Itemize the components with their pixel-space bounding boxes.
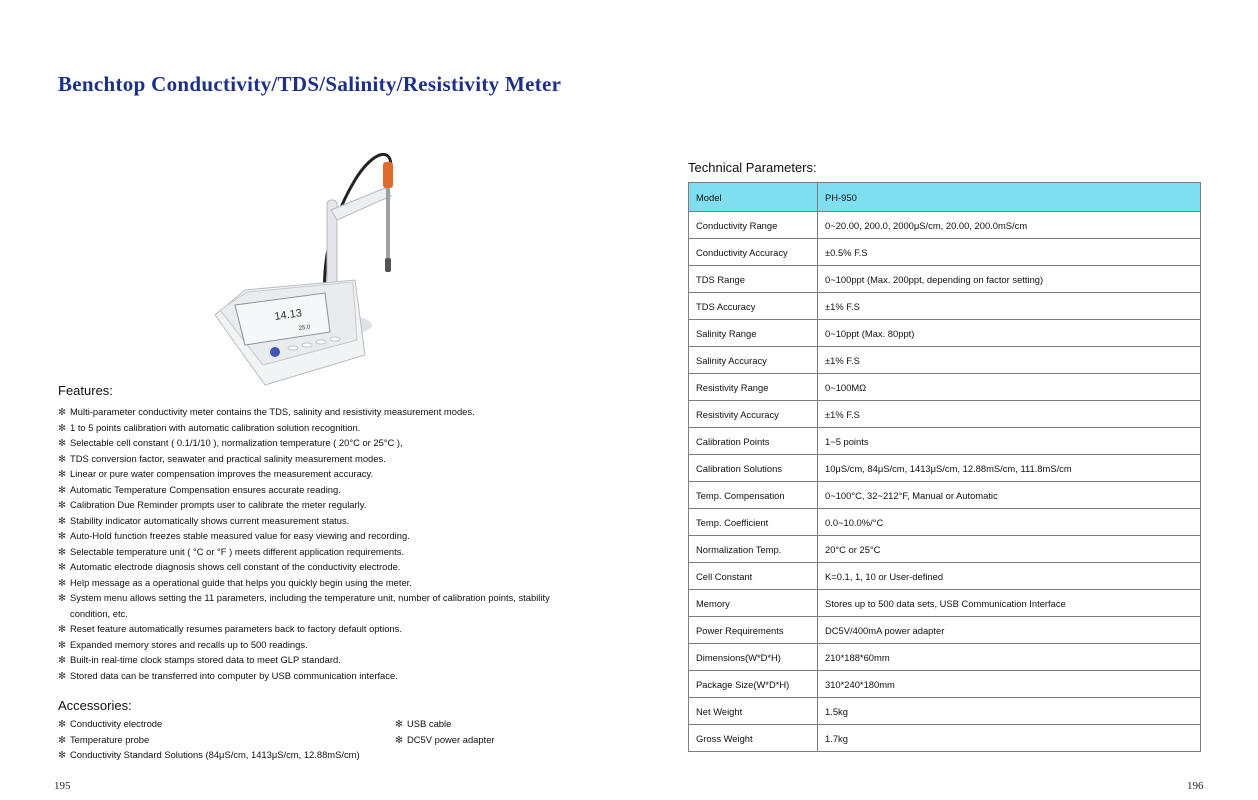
table-row bbox=[689, 347, 1201, 374]
list-item-text: System menu allows setting the 11 parameters, including the temperature unit, number of calibration points, stability condition, etc. bbox=[70, 592, 550, 619]
page-number-right: 196 bbox=[1187, 780, 1204, 792]
table-row bbox=[689, 644, 1201, 671]
parameter-value: 1.5kg bbox=[818, 698, 1201, 725]
technical-parameters-heading: Technical Parameters: bbox=[688, 160, 817, 175]
features-heading: Features: bbox=[58, 383, 113, 398]
table-row bbox=[689, 617, 1201, 644]
list-item-text: Linear or pure water compensation improves the measurement accuracy. bbox=[70, 468, 374, 479]
list-item bbox=[58, 435, 578, 451]
list-item bbox=[58, 747, 388, 763]
bullet-icon: ✻ bbox=[395, 733, 403, 745]
bullet-icon: ✻ bbox=[58, 437, 66, 448]
parameter-name: Conductivity Range bbox=[689, 212, 818, 239]
list-item-text: DC5V power adapter bbox=[407, 733, 495, 745]
parameter-name: Calibration Points bbox=[689, 428, 818, 455]
list-item bbox=[395, 732, 595, 748]
bullet-icon: ✻ bbox=[58, 638, 66, 650]
parameter-value: 10μS/cm, 84μS/cm, 1413μS/cm, 12.88mS/cm, 111.8mS/cm bbox=[818, 455, 1201, 482]
parameter-name: Temp. Compensation bbox=[689, 482, 818, 509]
table-row bbox=[689, 239, 1201, 266]
list-item-text: Calibration Due Reminder prompts user to calibrate the meter regularly. bbox=[70, 499, 367, 510]
list-item-text: 1 to 5 points calibration with automatic calibration solution recognition. bbox=[70, 421, 361, 433]
bullet-icon: ✻ bbox=[58, 499, 66, 510]
table-row bbox=[689, 401, 1201, 428]
table-row bbox=[689, 293, 1201, 320]
list-item-text: Built-in real-time clock stamps stored data to meet GLP standard. bbox=[70, 654, 341, 665]
display-reading: 14.13 bbox=[273, 307, 303, 323]
bullet-icon: ✻ bbox=[58, 576, 66, 588]
parameter-value: 0.0~10.0%/°C bbox=[818, 509, 1201, 536]
table-row bbox=[689, 725, 1201, 752]
table-row bbox=[689, 482, 1201, 509]
table-row bbox=[689, 320, 1201, 347]
list-item-text: Stability indicator automatically shows current measurement status. bbox=[70, 514, 350, 526]
parameter-value: Stores up to 500 data sets, USB Communication Interface bbox=[818, 590, 1201, 617]
table-row bbox=[689, 563, 1201, 590]
accessories-left-list bbox=[58, 716, 388, 763]
parameter-name: Power Requirements bbox=[689, 617, 818, 644]
table-row bbox=[689, 266, 1201, 293]
table-row bbox=[689, 509, 1201, 536]
bullet-icon: ✻ bbox=[58, 592, 66, 603]
parameter-name: Net Weight bbox=[689, 698, 818, 725]
bullet-icon: ✻ bbox=[58, 483, 66, 495]
parameter-name: TDS Accuracy bbox=[689, 293, 818, 320]
table-row bbox=[689, 374, 1201, 401]
parameter-value: DC5V/400mA power adapter bbox=[818, 617, 1201, 644]
parameter-value: 0~100ppt (Max. 200ppt, depending on factor setting) bbox=[818, 266, 1201, 293]
list-item bbox=[58, 732, 388, 748]
table-row bbox=[689, 698, 1201, 725]
parameter-name: Calibration Solutions bbox=[689, 455, 818, 482]
list-item-text: Selectable cell constant ( 0.1/1/10 ), normalization temperature ( 20°C or 25°C ), bbox=[70, 437, 403, 448]
parameter-name: TDS Range bbox=[689, 266, 818, 293]
bullet-icon: ✻ bbox=[58, 654, 66, 665]
list-item bbox=[58, 559, 578, 575]
list-item bbox=[58, 668, 578, 684]
parameter-value: ±1% F.S bbox=[818, 293, 1201, 320]
accessories-heading: Accessories: bbox=[58, 698, 132, 713]
bullet-icon: ✻ bbox=[58, 733, 66, 745]
bullet-icon: ✻ bbox=[58, 718, 66, 729]
list-item bbox=[58, 590, 578, 621]
parameter-value: 0~10ppt (Max. 80ppt) bbox=[818, 320, 1201, 347]
parameter-value: 1~5 points bbox=[818, 428, 1201, 455]
parameter-name: Package Size(W*D*H) bbox=[689, 671, 818, 698]
parameter-value: 0~100°C, 32~212°F, Manual or Automatic bbox=[818, 482, 1201, 509]
page-number-left: 195 bbox=[54, 780, 71, 792]
table-row bbox=[689, 428, 1201, 455]
list-item bbox=[58, 637, 578, 653]
bullet-icon: ✻ bbox=[58, 468, 66, 479]
bullet-icon: ✻ bbox=[58, 514, 66, 526]
table-header-row bbox=[689, 183, 1201, 212]
bullet-icon: ✻ bbox=[58, 406, 66, 417]
list-item bbox=[58, 716, 388, 732]
parameter-value: 20°C or 25°C bbox=[818, 536, 1201, 563]
parameter-value: K=0.1, 1, 10 or User-defined bbox=[818, 563, 1201, 590]
list-item-text: Temperature probe bbox=[70, 733, 150, 745]
list-item-text: Automatic Temperature Compensation ensures accurate reading. bbox=[70, 483, 341, 495]
accessories-right-list bbox=[395, 716, 595, 747]
parameter-name: Cell Constant bbox=[689, 563, 818, 590]
table-row bbox=[689, 536, 1201, 563]
technical-parameters-table bbox=[688, 182, 1201, 752]
list-item bbox=[58, 497, 578, 513]
parameter-name: Resistivity Accuracy bbox=[689, 401, 818, 428]
list-item bbox=[58, 575, 578, 591]
parameter-name: Conductivity Accuracy bbox=[689, 239, 818, 266]
parameter-name: Salinity Range bbox=[689, 320, 818, 347]
list-item-text: Multi-parameter conductivity meter contains the TDS, salinity and resistivity measurement modes. bbox=[70, 406, 475, 417]
list-item-text: Stored data can be transferred into computer by USB communication interface. bbox=[70, 669, 398, 681]
list-item bbox=[395, 716, 595, 732]
list-item bbox=[58, 451, 578, 467]
list-item-text: Conductivity Standard Solutions (84μS/cm, 1413μS/cm, 12.88mS/cm) bbox=[70, 749, 360, 760]
bullet-icon: ✻ bbox=[58, 749, 66, 760]
parameter-value: PH-950 bbox=[818, 183, 1201, 212]
table-row bbox=[689, 212, 1201, 239]
list-item-text: Auto-Hold function freezes stable measured value for easy viewing and recording. bbox=[70, 530, 410, 541]
bullet-icon: ✻ bbox=[58, 545, 66, 557]
list-item-text: TDS conversion factor, seawater and practical salinity measurement modes. bbox=[70, 452, 386, 464]
bullet-icon: ✻ bbox=[58, 452, 66, 464]
parameter-value: ±0.5% F.S bbox=[818, 239, 1201, 266]
list-item bbox=[58, 528, 578, 544]
list-item bbox=[58, 466, 578, 482]
parameter-name: Memory bbox=[689, 590, 818, 617]
table-row bbox=[689, 671, 1201, 698]
bullet-icon: ✻ bbox=[58, 530, 66, 541]
list-item-text: Help message as a operational guide that helps you quickly begin using the meter. bbox=[70, 576, 412, 588]
parameter-value: 0~100MΩ bbox=[818, 374, 1201, 401]
list-item bbox=[58, 513, 578, 529]
list-item bbox=[58, 652, 578, 668]
parameter-name: Temp. Coefficient bbox=[689, 509, 818, 536]
parameter-name: Model bbox=[689, 183, 818, 212]
table-row bbox=[689, 590, 1201, 617]
list-item bbox=[58, 482, 578, 498]
list-item bbox=[58, 404, 578, 420]
list-item bbox=[58, 544, 578, 560]
list-item-text: Reset feature automatically resumes parameters back to factory default options. bbox=[70, 623, 402, 634]
page-title: Benchtop Conductivity/TDS/Salinity/Resistivity Meter bbox=[58, 72, 562, 96]
parameter-value: ±1% F.S bbox=[818, 347, 1201, 374]
parameter-value: 1.7kg bbox=[818, 725, 1201, 752]
parameter-name: Dimensions(W*D*H) bbox=[689, 644, 818, 671]
parameter-name: Normalization Temp. bbox=[689, 536, 818, 563]
list-item bbox=[58, 420, 578, 436]
list-item-text: Conductivity electrode bbox=[70, 718, 163, 729]
bullet-icon: ✻ bbox=[58, 669, 66, 681]
parameter-value: 210*188*60mm bbox=[818, 644, 1201, 671]
list-item-text: Selectable temperature unit ( °C or °F ) meets different application requirements. bbox=[70, 545, 405, 557]
parameter-value: ±1% F.S bbox=[818, 401, 1201, 428]
features-list bbox=[58, 404, 578, 683]
bullet-icon: ✻ bbox=[58, 421, 66, 433]
meter-product-image bbox=[205, 140, 405, 390]
parameter-name: Salinity Accuracy bbox=[689, 347, 818, 374]
parameter-value: 0~20.00, 200.0, 2000μS/cm, 20.00, 200.0mS/cm bbox=[818, 212, 1201, 239]
bullet-icon: ✻ bbox=[58, 561, 66, 572]
bullet-icon: ✻ bbox=[395, 718, 403, 729]
parameter-value: 310*240*180mm bbox=[818, 671, 1201, 698]
list-item bbox=[58, 621, 578, 637]
list-item-text: Automatic electrode diagnosis shows cell constant of the conductivity electrode. bbox=[70, 561, 401, 572]
list-item-text: Expanded memory stores and recalls up to 500 readings. bbox=[70, 638, 308, 650]
list-item-text: USB cable bbox=[407, 718, 452, 729]
parameter-name: Gross Weight bbox=[689, 725, 818, 752]
bullet-icon: ✻ bbox=[58, 623, 66, 634]
display-sub: 25.0 bbox=[298, 324, 311, 332]
table-row bbox=[689, 455, 1201, 482]
parameter-name: Resistivity Range bbox=[689, 374, 818, 401]
